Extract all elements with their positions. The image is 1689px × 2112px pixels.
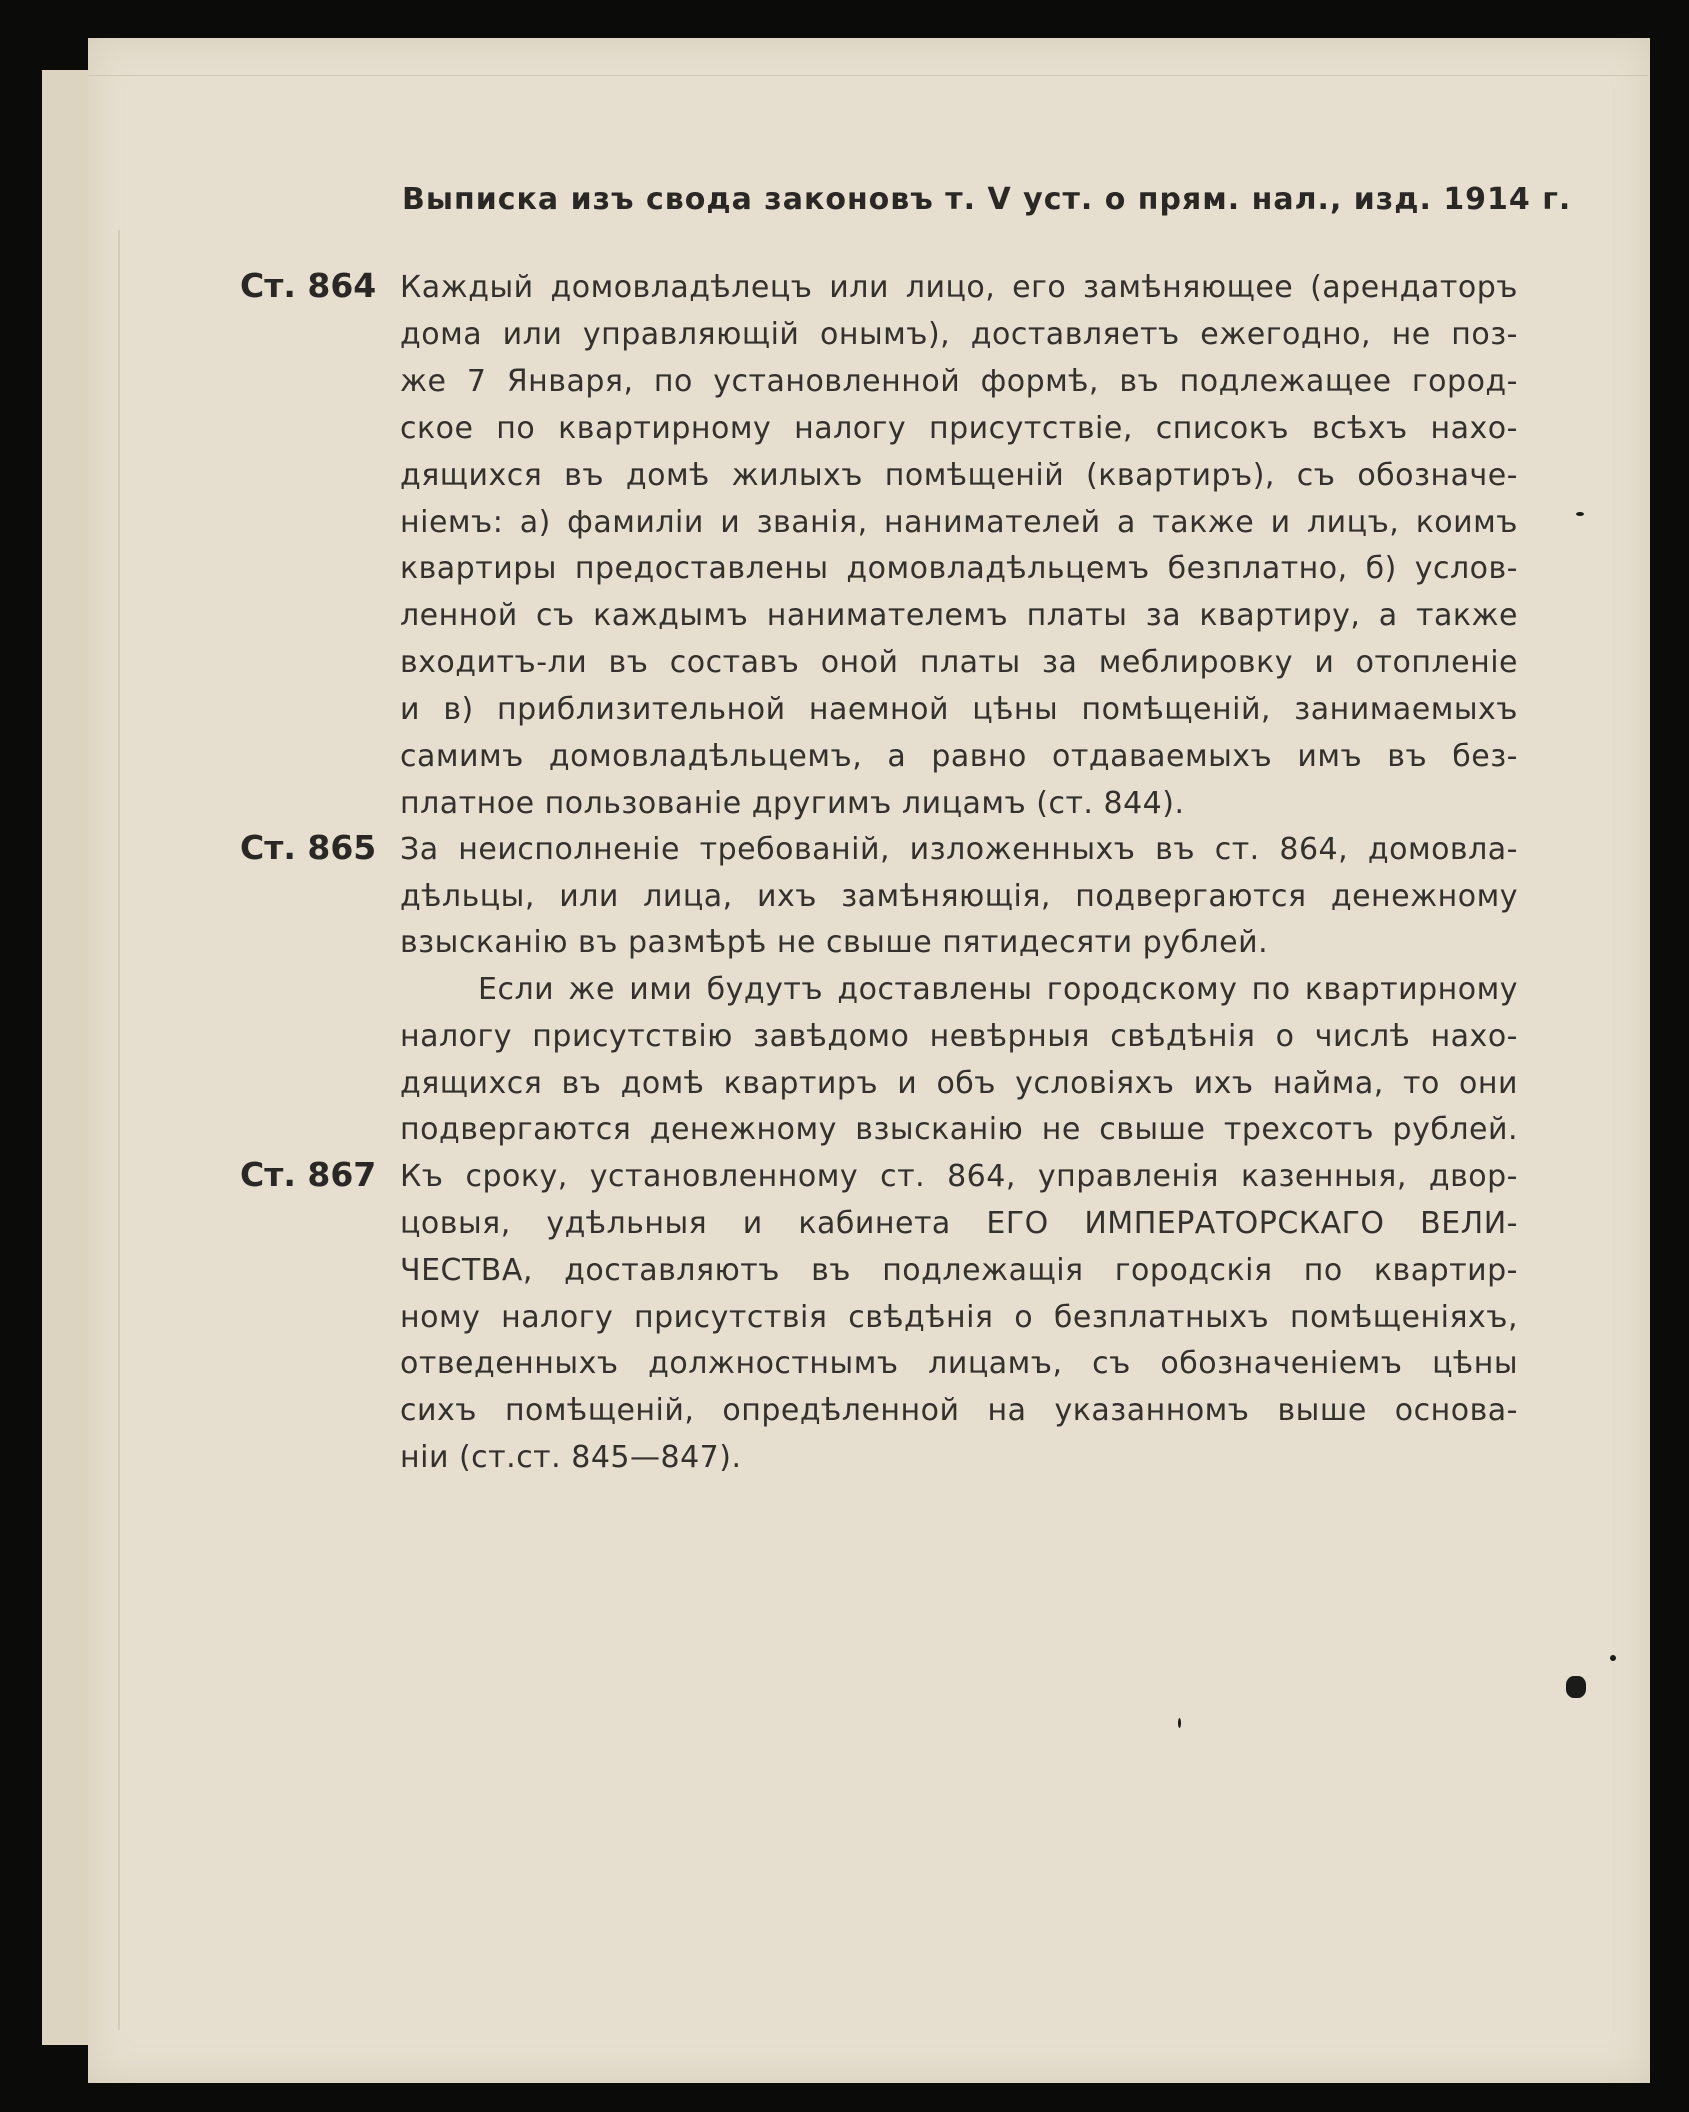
article-867-line: ніи (ст.ст. 845—847).	[400, 1440, 742, 1475]
article-865-paragraph2-line: дящихся въ домѣ квартиръ и объ условіяхъ ихъ найма, то они	[400, 1066, 1518, 1101]
paper-speck	[1178, 1718, 1181, 1728]
article-864-line: Каждый домовладѣлецъ или лицо, его замѣняющее (арендаторъ	[400, 270, 1518, 305]
article-864-line: самимъ домовладѣльцемъ, а равно отдаваемыхъ имъ въ без-	[400, 739, 1518, 774]
article-864-line: же 7 Января, по установленной формѣ, въ подлежащее город-	[400, 364, 1518, 399]
article-864-line: дома или управляющій онымъ), доставляетъ ежегодно, не поз-	[400, 317, 1518, 352]
article-867-line: сихъ помѣщеній, опредѣленной на указанномъ выше основа-	[400, 1393, 1518, 1428]
article-864-line: и в) приблизительной наемной цѣны помѣщеній, занимаемыхъ	[400, 692, 1518, 727]
article-864-line: квартиры предоставлены домовладѣльцемъ безплатно, б) услов-	[400, 551, 1518, 586]
article-864-line: ніемъ: а) фамиліи и званія, нанимателей а также и лицъ, коимъ	[400, 505, 1518, 540]
article-864-line: ленной съ каждымъ нанимателемъ платы за квартиру, а также	[400, 598, 1518, 633]
article-865-line: За неисполненіе требованій, изложенныхъ въ ст. 864, домовла-	[400, 832, 1518, 867]
article-864-line: входитъ-ли въ составъ оной платы за мeблировку и отопленіе	[400, 645, 1518, 680]
article-865-paragraph2-line: налогу присутствію завѣдомо невѣрныя свѣдѣнія о числѣ нахо-	[400, 1019, 1518, 1054]
article-865-line: взысканію въ размѣрѣ не свыше пятидесяти рублей.	[400, 925, 1269, 960]
article-867-line: ному налогу присутствія свѣдѣнія о безплатныхъ помѣщеніяхъ,	[400, 1300, 1518, 1335]
article-864-line: ское по квартирному налогу присутствіе, списокъ всѣхъ нахо-	[400, 411, 1518, 446]
article-865-line: дѣльцы, или лица, ихъ замѣняющія, подвергаются денежному	[400, 879, 1518, 914]
article-867-line: цовыя, удѣльныя и кабинета ЕГО ИМПЕРАТОРСКАГО ВЕЛИ-	[400, 1206, 1518, 1241]
article-number-867: Ст. 867	[240, 1155, 377, 1194]
page-fold-line	[118, 230, 120, 2030]
article-865-paragraph2-line: подвергаются денежному взысканію не свыше трехсотъ рублей.	[400, 1112, 1518, 1147]
article-867-line: Къ сроку, установленному ст. 864, управленія казенныя, двор-	[400, 1159, 1518, 1194]
document-title: Выписка изъ свода законовъ т. V уст. о прям. нал., изд. 1914 г.	[402, 182, 1572, 217]
article-864-line: дящихся въ домѣ жилыхъ помѣщеній (квартиръ), съ обозначе-	[400, 458, 1518, 493]
article-867-line: ЧЕСТВА, доставляютъ въ подлежащія городскія по квартир-	[400, 1253, 1518, 1288]
page-edge-line	[88, 75, 1648, 76]
article-864-line: платное пользованіе другимъ лицамъ (ст. 844).	[400, 786, 1185, 821]
article-number-865: Ст. 865	[240, 828, 377, 867]
article-865-paragraph2-line: Если же ими будутъ доставлены городскому по квартирному	[478, 972, 1518, 1007]
article-number-864: Ст. 864	[240, 266, 377, 305]
article-867-line: отведенныхъ должностнымъ лицамъ, съ обозначеніемъ цѣны	[400, 1346, 1518, 1381]
paper-speck	[1610, 1655, 1616, 1661]
paper-hole-mark	[1566, 1676, 1586, 1698]
paper-speck	[1576, 512, 1584, 516]
